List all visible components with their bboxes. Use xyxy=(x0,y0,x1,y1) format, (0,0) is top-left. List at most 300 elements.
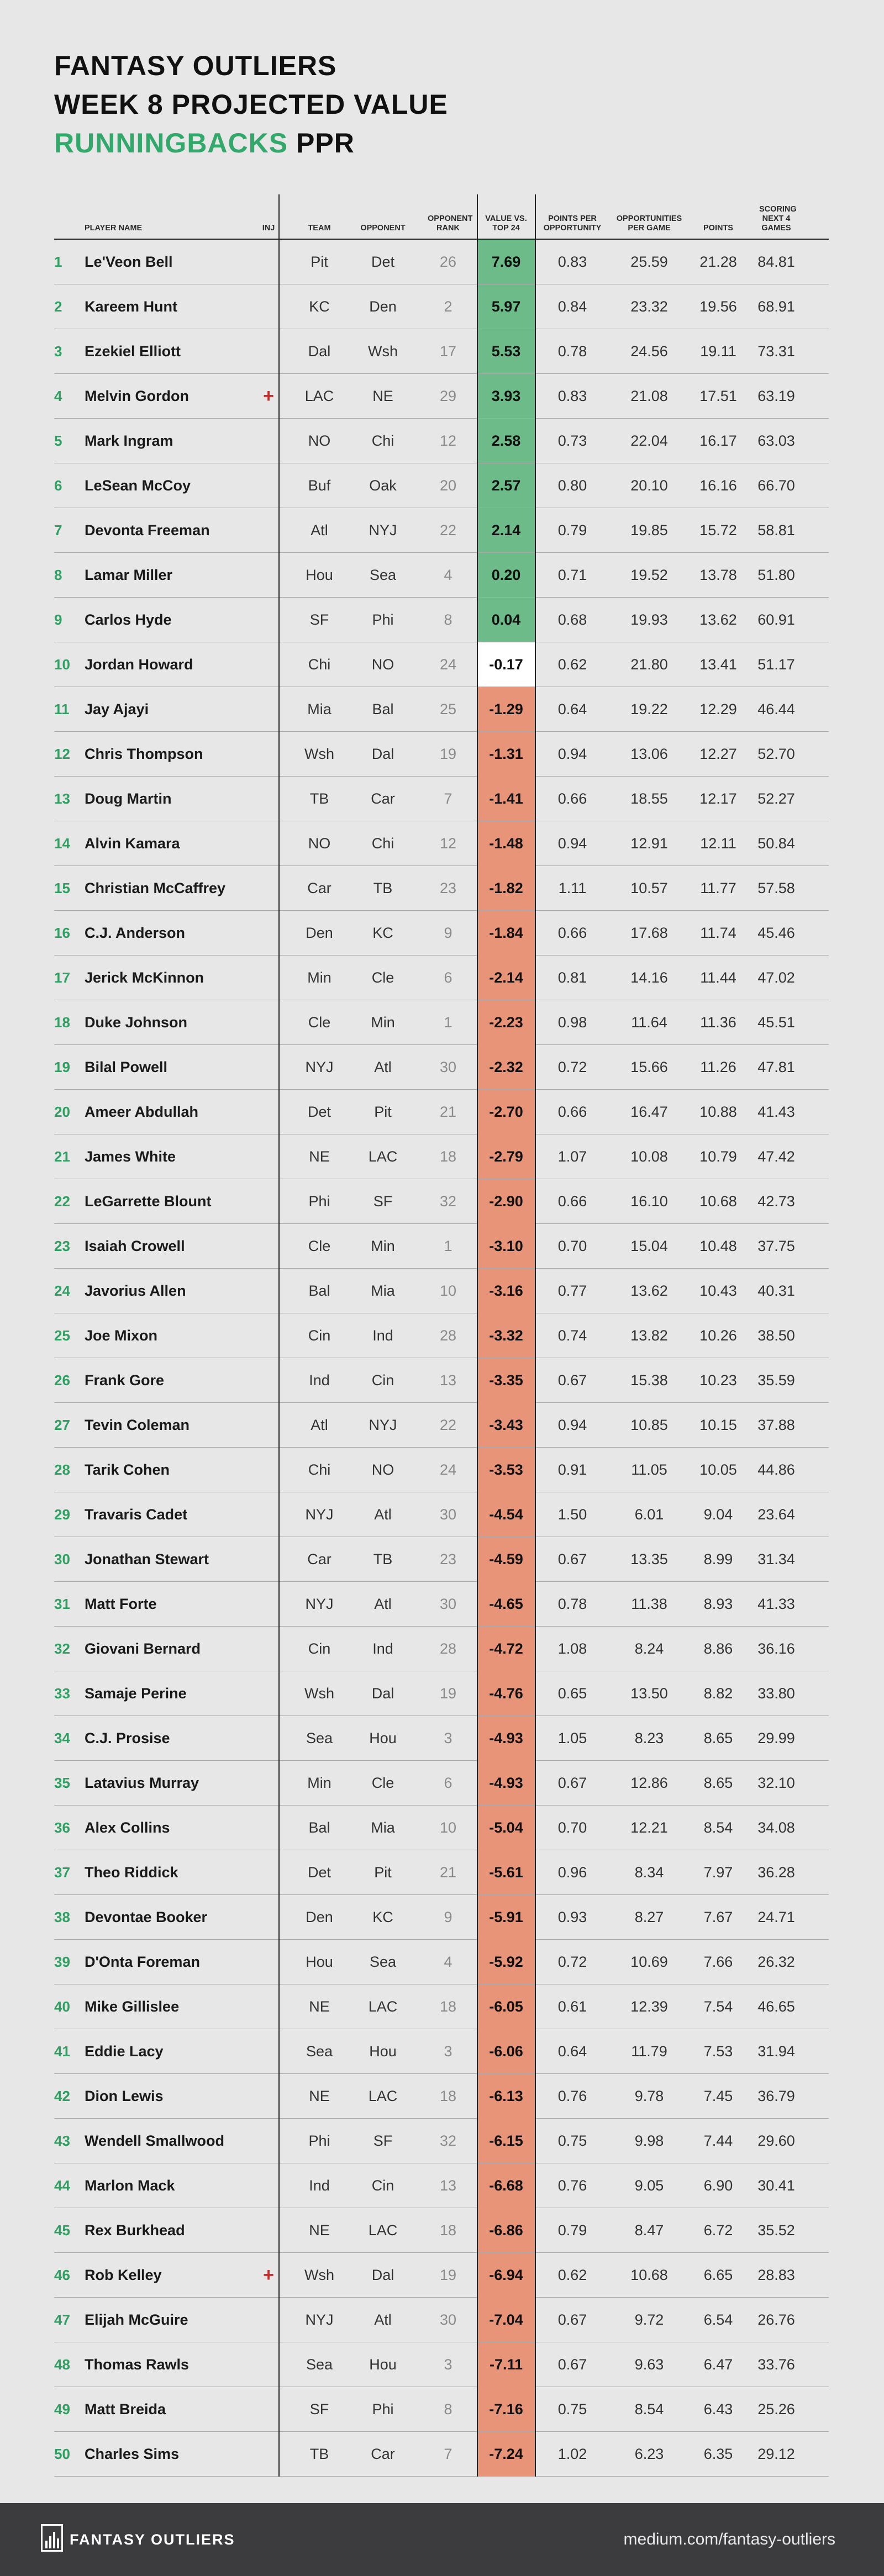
scoring-next-4-cell: 58.81 xyxy=(757,522,795,539)
value-vs-top24-cell: -2.32 xyxy=(477,1045,535,1089)
opponent-cell: Car xyxy=(371,790,395,807)
opponent-cell: Min xyxy=(371,1238,395,1254)
scoring-next-4-cell: 33.76 xyxy=(757,2356,795,2373)
team-cell: Car xyxy=(307,1551,332,1567)
value-vs-top24-cell: -3.35 xyxy=(477,1358,535,1402)
opponent-cell: Wsh xyxy=(368,343,398,360)
opportunities-per-game-cell: 9.05 xyxy=(634,2177,664,2194)
table-row xyxy=(54,1313,829,1358)
opponent-cell: Mia xyxy=(371,1282,395,1299)
title-format: PPR xyxy=(288,128,355,159)
table-row xyxy=(54,1045,829,1090)
value-vs-top24-cell: -7.16 xyxy=(477,2387,535,2431)
injury-cell xyxy=(252,1000,285,1044)
opportunities-per-game-cell: 25.59 xyxy=(630,254,668,270)
scoring-next-4-cell: 57.58 xyxy=(757,880,795,896)
injury-cell xyxy=(252,419,285,463)
injury-cell xyxy=(252,1358,285,1402)
team-cell: Pit xyxy=(311,254,328,270)
injury-cell xyxy=(252,911,285,955)
player-name-cell: Elijah McGuire xyxy=(85,2311,188,2328)
scoring-next-4-cell: 25.26 xyxy=(757,2401,795,2417)
opponent-cell: NO xyxy=(371,1461,394,1478)
table-row xyxy=(54,374,829,419)
table-row xyxy=(54,1671,829,1716)
value-vs-top24-cell: -2.70 xyxy=(477,1090,535,1134)
opponent-cell: NO xyxy=(371,656,394,673)
opponent-cell: Car xyxy=(371,2446,395,2462)
team-cell: Chi xyxy=(308,1461,331,1478)
points-per-opportunity-cell: 1.05 xyxy=(557,1730,587,1746)
injury-cell xyxy=(252,642,285,687)
team-cell: Hou xyxy=(306,1954,333,1970)
injury-cell xyxy=(252,598,285,642)
scoring-next-4-cell: 28.83 xyxy=(757,2267,795,2283)
opponent-cell: Cin xyxy=(371,2177,394,2194)
points-cell: 11.74 xyxy=(700,925,736,941)
team-cell: Cin xyxy=(308,1640,331,1657)
opportunities-per-game-cell: 12.21 xyxy=(630,1819,668,1836)
points-cell: 13.62 xyxy=(699,611,737,628)
rank-cell: 23 xyxy=(54,1238,70,1254)
points-cell: 16.16 xyxy=(699,477,737,494)
value-vs-top24-cell: 0.04 xyxy=(477,598,535,642)
team-cell: Car xyxy=(307,880,332,896)
table-row xyxy=(54,2119,829,2163)
team-cell: Wsh xyxy=(304,2267,334,2283)
table-row xyxy=(54,1179,829,1224)
injury-cell xyxy=(252,866,285,910)
injury-cell xyxy=(252,2119,285,2163)
player-name-cell: Chris Thompson xyxy=(85,746,203,762)
opportunities-per-game-cell: 19.22 xyxy=(630,701,668,717)
player-name-cell: C.J. Anderson xyxy=(85,925,186,941)
opponent-cell: SF xyxy=(373,2132,393,2149)
player-name-cell: Jay Ajayi xyxy=(85,701,149,717)
opponent-cell: NYJ xyxy=(369,522,397,539)
injury-cell xyxy=(252,240,285,284)
team-cell: Cle xyxy=(308,1238,331,1254)
value-vs-top24-cell: -6.94 xyxy=(477,2253,535,2297)
injury-cell xyxy=(252,508,285,552)
opponent-rank-cell: 23 xyxy=(439,880,457,896)
player-name-cell: Wendell Smallwood xyxy=(85,2132,225,2149)
opponent-rank-cell: 10 xyxy=(439,1819,457,1836)
player-name-cell: Rex Burkhead xyxy=(85,2222,185,2239)
player-name-cell: Travaris Cadet xyxy=(85,1506,188,1523)
divider-value-right xyxy=(535,194,536,2477)
header-scoring-next-4: SCORING NEXT 4 GAMES xyxy=(759,205,797,233)
table-row xyxy=(54,866,829,911)
rank-cell: 6 xyxy=(54,477,62,494)
opportunities-per-game-cell: 11.64 xyxy=(631,1014,667,1031)
opportunities-per-game-cell: 10.57 xyxy=(630,880,668,896)
points-per-opportunity-cell: 0.78 xyxy=(557,343,587,360)
opportunities-per-game-cell: 13.06 xyxy=(630,746,668,762)
opponent-cell: NYJ xyxy=(369,1417,397,1433)
table-row xyxy=(54,2342,829,2387)
player-name-cell: James White xyxy=(85,1148,176,1165)
value-vs-top24-cell: -6.15 xyxy=(477,2119,535,2163)
player-name-cell: Devontae Booker xyxy=(85,1909,208,1925)
rank-cell: 25 xyxy=(54,1327,70,1344)
player-name-cell: Eddie Lacy xyxy=(85,2043,164,2060)
team-cell: TB xyxy=(309,2446,329,2462)
player-name-cell: Jerick McKinnon xyxy=(85,969,204,986)
opponent-rank-cell: 32 xyxy=(439,1193,457,1210)
scoring-next-4-cell: 41.33 xyxy=(757,1596,795,1612)
opponent-cell: SF xyxy=(373,1193,393,1210)
points-per-opportunity-cell: 0.61 xyxy=(557,1998,587,2015)
opportunities-per-game-cell: 8.47 xyxy=(634,2222,664,2239)
opportunities-per-game-cell: 12.86 xyxy=(630,1775,668,1791)
injury-cell xyxy=(252,1179,285,1223)
points-cell: 10.23 xyxy=(699,1372,737,1389)
team-cell: SF xyxy=(309,2401,329,2417)
injury-cell xyxy=(252,1850,285,1894)
table-row xyxy=(54,821,829,866)
opportunities-per-game-cell: 19.85 xyxy=(630,522,668,539)
injury-cell xyxy=(252,1582,285,1626)
opponent-rank-cell: 22 xyxy=(439,1417,457,1433)
injury-cell xyxy=(252,1269,285,1313)
points-cell: 7.44 xyxy=(703,2132,733,2149)
table-row xyxy=(54,2029,829,2074)
player-name-cell: D'Onta Foreman xyxy=(85,1954,200,1970)
team-cell: Hou xyxy=(306,567,333,583)
injury-cell xyxy=(252,1806,285,1850)
points-per-opportunity-cell: 0.67 xyxy=(557,1551,587,1567)
opportunities-per-game-cell: 9.63 xyxy=(634,2356,664,2373)
team-cell: Wsh xyxy=(304,1685,334,1702)
opportunities-per-game-cell: 12.91 xyxy=(630,835,668,852)
opponent-cell: Cin xyxy=(371,1372,394,1389)
player-name-cell: Rob Kelley xyxy=(85,2267,162,2283)
table-row xyxy=(54,2253,829,2298)
scoring-next-4-cell: 36.28 xyxy=(757,1864,795,1881)
table-row xyxy=(54,553,829,598)
injury-cell xyxy=(252,687,285,731)
injury-cell xyxy=(252,1984,285,2029)
footer-url-link[interactable]: medium.com/fantasy-outliers xyxy=(623,2530,835,2548)
table-row xyxy=(54,463,829,508)
scoring-next-4-cell: 51.80 xyxy=(757,567,795,583)
opponent-cell: Oak xyxy=(369,477,397,494)
injury-cell xyxy=(252,2208,285,2252)
scoring-next-4-cell: 30.41 xyxy=(757,2177,795,2194)
opponent-rank-cell: 30 xyxy=(439,1506,457,1523)
opportunities-per-game-cell: 14.16 xyxy=(630,969,668,986)
points-cell: 10.88 xyxy=(699,1104,737,1120)
scoring-next-4-cell: 36.16 xyxy=(757,1640,795,1657)
value-vs-top24-cell: -1.48 xyxy=(477,821,535,865)
points-cell: 11.44 xyxy=(700,969,736,986)
opportunities-per-game-cell: 6.23 xyxy=(634,2446,664,2462)
opportunities-per-game-cell: 8.34 xyxy=(634,1864,664,1881)
points-per-opportunity-cell: 1.08 xyxy=(557,1640,587,1657)
opponent-cell: Atl xyxy=(374,1506,392,1523)
opportunities-per-game-cell: 10.68 xyxy=(630,2267,668,2283)
footer-brand: FANTASY OUTLIERS xyxy=(70,2531,235,2548)
injury-cell xyxy=(252,1940,285,1984)
points-cell: 6.90 xyxy=(703,2177,733,2194)
rank-cell: 45 xyxy=(54,2222,70,2239)
injury-cell xyxy=(252,553,285,597)
points-per-opportunity-cell: 0.66 xyxy=(557,1193,587,1210)
points-cell: 10.05 xyxy=(699,1461,737,1478)
value-vs-top24-cell: -3.32 xyxy=(477,1313,535,1358)
player-name-cell: Isaiah Crowell xyxy=(85,1238,185,1254)
team-cell: Phi xyxy=(308,1193,330,1210)
injury-cell xyxy=(252,329,285,373)
opponent-rank-cell: 17 xyxy=(439,343,457,360)
opportunities-per-game-cell: 21.80 xyxy=(630,656,668,673)
points-per-opportunity-cell: 0.77 xyxy=(557,1282,587,1299)
opportunities-per-game-cell: 13.82 xyxy=(630,1327,668,1344)
opponent-rank-cell: 12 xyxy=(439,835,457,852)
opportunities-per-game-cell: 11.38 xyxy=(631,1596,667,1612)
rank-cell: 40 xyxy=(54,1998,70,2015)
player-name-cell: Alex Collins xyxy=(85,1819,170,1836)
table-row xyxy=(54,687,829,732)
opportunities-per-game-cell: 20.10 xyxy=(630,477,668,494)
team-cell: Wsh xyxy=(304,746,334,762)
player-name-cell: Jonathan Stewart xyxy=(85,1551,209,1567)
opponent-rank-cell: 18 xyxy=(439,2088,457,2104)
scoring-next-4-cell: 23.64 xyxy=(757,1506,795,1523)
rank-cell: 33 xyxy=(54,1685,70,1702)
opportunities-per-game-cell: 15.04 xyxy=(630,1238,668,1254)
rank-cell: 13 xyxy=(54,790,70,807)
opponent-rank-cell: 18 xyxy=(439,1148,457,1165)
points-per-opportunity-cell: 0.67 xyxy=(557,2311,587,2328)
injury-cell xyxy=(252,284,285,329)
opponent-rank-cell: 19 xyxy=(439,2267,457,2283)
player-name-cell: Devonta Freeman xyxy=(85,522,210,539)
rank-cell: 21 xyxy=(54,1148,70,1165)
opportunities-per-game-cell: 10.85 xyxy=(630,1417,668,1433)
opportunities-per-game-cell: 8.24 xyxy=(634,1640,664,1657)
rank-cell: 29 xyxy=(54,1506,70,1523)
points-per-opportunity-cell: 1.50 xyxy=(557,1506,587,1523)
scoring-next-4-cell: 26.76 xyxy=(757,2311,795,2328)
player-name-cell: Alvin Kamara xyxy=(85,835,180,852)
points-cell: 8.93 xyxy=(703,1596,733,1612)
value-vs-top24-cell: -1.84 xyxy=(477,911,535,955)
player-name-cell: Ameer Abdullah xyxy=(85,1104,199,1120)
opponent-rank-cell: 30 xyxy=(439,2311,457,2328)
player-name-cell: Duke Johnson xyxy=(85,1014,188,1031)
table-row xyxy=(54,1000,829,1045)
scoring-next-4-cell: 36.79 xyxy=(757,2088,795,2104)
opponent-rank-cell: 28 xyxy=(439,1327,457,1344)
injury-cell xyxy=(252,1403,285,1447)
points-per-opportunity-cell: 1.11 xyxy=(558,880,587,896)
table-row xyxy=(54,1537,829,1582)
points-per-opportunity-cell: 0.70 xyxy=(557,1238,587,1254)
value-vs-top24-cell: -4.65 xyxy=(477,1582,535,1626)
rank-cell: 38 xyxy=(54,1909,70,1925)
points-cell: 6.47 xyxy=(703,2356,733,2373)
points-per-opportunity-cell: 0.83 xyxy=(557,254,587,270)
injury-cell xyxy=(252,1090,285,1134)
points-cell: 6.72 xyxy=(703,2222,733,2239)
rank-cell: 12 xyxy=(54,746,70,762)
rank-cell: 5 xyxy=(54,432,62,449)
points-cell: 15.72 xyxy=(699,522,737,539)
points-per-opportunity-cell: 0.94 xyxy=(557,835,587,852)
value-vs-top24-cell: -4.72 xyxy=(477,1627,535,1671)
points-cell: 10.15 xyxy=(699,1417,737,1433)
rank-cell: 35 xyxy=(54,1775,70,1791)
team-cell: Sea xyxy=(306,1730,333,1746)
opponent-rank-cell: 1 xyxy=(444,1014,452,1031)
injury-cell xyxy=(252,732,285,776)
opponent-rank-cell: 18 xyxy=(439,2222,457,2239)
table-row xyxy=(54,911,829,956)
table-row xyxy=(54,2298,829,2342)
opponent-cell: Pit xyxy=(374,1104,392,1120)
rank-cell: 26 xyxy=(54,1372,70,1389)
opponent-rank-cell: 13 xyxy=(439,2177,457,2194)
rank-cell: 7 xyxy=(54,522,62,539)
injury-cell xyxy=(252,2342,285,2387)
points-cell: 13.78 xyxy=(699,567,737,583)
rank-cell: 42 xyxy=(54,2088,70,2104)
points-per-opportunity-cell: 0.62 xyxy=(557,656,587,673)
scoring-next-4-cell: 29.60 xyxy=(757,2132,795,2149)
points-cell: 9.04 xyxy=(703,1506,733,1523)
team-cell: Atl xyxy=(311,522,328,539)
opponent-rank-cell: 12 xyxy=(439,432,457,449)
rank-cell: 15 xyxy=(54,880,70,896)
scoring-next-4-cell: 46.44 xyxy=(757,701,795,717)
points-cell: 13.41 xyxy=(699,656,737,673)
player-name-cell: Matt Forte xyxy=(85,1596,157,1612)
scoring-next-4-cell: 73.31 xyxy=(757,343,795,360)
team-cell: NYJ xyxy=(305,1596,334,1612)
header-team: TEAM xyxy=(308,224,331,233)
opponent-rank-cell: 22 xyxy=(439,522,457,539)
opponent-cell: Dal xyxy=(371,746,394,762)
team-cell: KC xyxy=(309,298,330,315)
player-name-cell: LeGarrette Blount xyxy=(85,1193,212,1210)
injury-marker: + xyxy=(263,2264,274,2285)
points-per-opportunity-cell: 0.64 xyxy=(557,701,587,717)
player-name-cell: Mark Ingram xyxy=(85,432,173,449)
points-cell: 11.77 xyxy=(700,880,736,896)
points-per-opportunity-cell: 0.74 xyxy=(557,1327,587,1344)
opponent-rank-cell: 6 xyxy=(444,969,452,986)
opponent-rank-cell: 6 xyxy=(444,1775,452,1791)
opportunities-per-game-cell: 15.66 xyxy=(630,1059,668,1075)
value-vs-top24-cell: -1.82 xyxy=(477,866,535,910)
table-row xyxy=(54,1761,829,1806)
opponent-cell: NE xyxy=(372,388,393,404)
table-row xyxy=(54,1224,829,1269)
team-cell: Phi xyxy=(308,2132,330,2149)
injury-cell xyxy=(252,2298,285,2342)
points-per-opportunity-cell: 0.68 xyxy=(557,611,587,628)
injury-cell xyxy=(252,463,285,508)
opponent-cell: TB xyxy=(373,880,393,896)
opponent-rank-cell: 30 xyxy=(439,1059,457,1075)
table-row xyxy=(54,732,829,777)
scoring-next-4-cell: 35.52 xyxy=(757,2222,795,2239)
player-name-cell: Jordan Howard xyxy=(85,656,193,673)
points-cell: 7.54 xyxy=(703,1998,733,2015)
opportunities-per-game-cell: 12.39 xyxy=(630,1998,668,2015)
opponent-rank-cell: 8 xyxy=(444,611,452,628)
injury-cell xyxy=(252,1627,285,1671)
opponent-rank-cell: 23 xyxy=(439,1551,457,1567)
opponent-cell: KC xyxy=(372,1909,393,1925)
rank-cell: 8 xyxy=(54,567,62,583)
scoring-next-4-cell: 31.94 xyxy=(757,2043,795,2060)
team-cell: Cin xyxy=(308,1327,331,1344)
table-row xyxy=(54,1716,829,1761)
rank-cell: 4 xyxy=(54,388,62,404)
scoring-next-4-cell: 32.10 xyxy=(757,1775,795,1791)
team-cell: TB xyxy=(309,790,329,807)
team-cell: Cle xyxy=(308,1014,331,1031)
opponent-cell: Ind xyxy=(372,1640,393,1657)
opponent-rank-cell: 7 xyxy=(444,2446,452,2462)
opportunities-per-game-cell: 9.98 xyxy=(634,2132,664,2149)
player-name-cell: Tevin Coleman xyxy=(85,1417,190,1433)
table-row xyxy=(54,1850,829,1895)
opponent-cell: Phi xyxy=(372,611,394,628)
table-row xyxy=(54,1358,829,1403)
table-row xyxy=(54,240,829,284)
team-cell: NE xyxy=(309,2088,330,2104)
value-vs-top24-cell: -4.93 xyxy=(477,1761,535,1805)
title-line-1: FANTASY OUTLIERS xyxy=(54,50,337,81)
opponent-rank-cell: 19 xyxy=(439,1685,457,1702)
value-vs-top24-cell: -2.79 xyxy=(477,1134,535,1179)
points-per-opportunity-cell: 0.73 xyxy=(557,432,587,449)
points-cell: 10.43 xyxy=(699,1282,737,1299)
rank-cell: 24 xyxy=(54,1282,70,1299)
scoring-next-4-cell: 47.42 xyxy=(757,1148,795,1165)
points-cell: 8.54 xyxy=(703,1819,733,1836)
team-cell: NO xyxy=(308,835,331,852)
rank-cell: 18 xyxy=(54,1014,70,1031)
value-vs-top24-cell: -5.92 xyxy=(477,1940,535,1984)
injury-marker: + xyxy=(263,386,274,407)
opportunities-per-game-cell: 9.72 xyxy=(634,2311,664,2328)
points-per-opportunity-cell: 0.72 xyxy=(557,1059,587,1075)
team-cell: Chi xyxy=(308,656,331,673)
team-cell: Sea xyxy=(306,2356,333,2373)
player-name-cell: Latavius Murray xyxy=(85,1775,199,1791)
opponent-cell: Chi xyxy=(371,432,394,449)
opportunities-per-game-cell: 18.55 xyxy=(630,790,668,807)
header-opponent: OPPONENT xyxy=(360,224,406,233)
injury-cell xyxy=(252,1313,285,1358)
points-cell: 12.11 xyxy=(700,835,736,852)
opponent-cell: Hou xyxy=(369,1730,397,1746)
points-cell: 7.53 xyxy=(703,2043,733,2060)
table-row xyxy=(54,2163,829,2208)
opportunities-per-game-cell: 8.54 xyxy=(634,2401,664,2417)
value-vs-top24-cell: 2.58 xyxy=(477,419,535,463)
team-cell: Den xyxy=(306,925,333,941)
opponent-cell: Bal xyxy=(372,701,394,717)
table-row xyxy=(54,1984,829,2029)
injury-cell xyxy=(252,1224,285,1268)
team-cell: Min xyxy=(307,1775,332,1791)
